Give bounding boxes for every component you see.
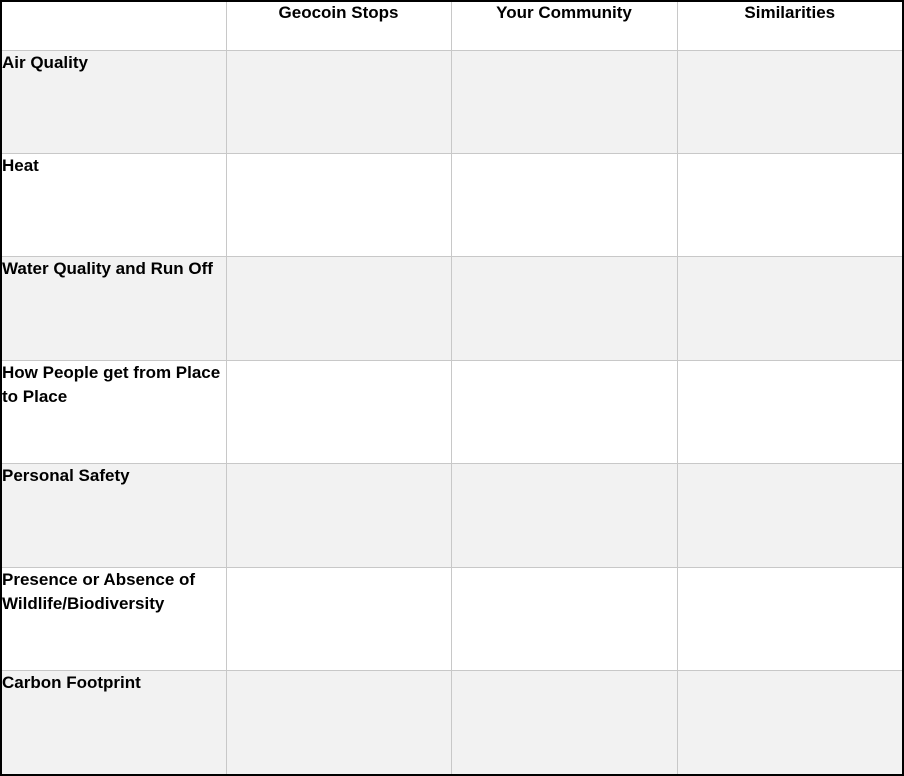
row-header-water-quality: Water Quality and Run Off [2,257,226,360]
geocoin-stops-cell[interactable] [226,153,451,256]
similarities-cell[interactable] [677,50,902,153]
geocoin-stops-cell[interactable] [226,671,451,774]
your-community-cell[interactable] [451,257,677,360]
your-community-cell[interactable] [451,153,677,256]
row-header-personal-safety: Personal Safety [2,464,226,567]
column-header-your-community: Your Community [451,2,677,50]
geocoin-stops-cell[interactable] [226,464,451,567]
similarities-cell[interactable] [677,671,902,774]
table-row [2,50,902,153]
table-row [2,360,902,463]
table-row [2,257,902,360]
similarities-cell[interactable] [677,567,902,670]
column-header-geocoin-stops: Geocoin Stops [226,2,451,50]
your-community-cell[interactable] [451,464,677,567]
header-row [2,2,902,50]
comparison-table [2,2,902,774]
corner-cell [2,2,226,50]
similarities-cell[interactable] [677,464,902,567]
your-community-cell[interactable] [451,671,677,774]
row-header-transportation: How People get from Place to Place [2,360,226,463]
your-community-cell[interactable] [451,50,677,153]
similarities-cell[interactable] [677,257,902,360]
geocoin-stops-cell[interactable] [226,567,451,670]
row-header-wildlife-biodiversity: Presence or Absence of Wildlife/Biodiversity [2,567,226,670]
similarities-cell[interactable] [677,153,902,256]
column-header-similarities: Similarities [677,2,902,50]
similarities-cell[interactable] [677,360,902,463]
row-header-carbon-footprint: Carbon Footprint [2,671,226,774]
table-row [2,567,902,670]
table-row [2,464,902,567]
row-header-heat: Heat [2,153,226,256]
table-row [2,671,902,774]
table-row [2,153,902,256]
row-header-air-quality: Air Quality [2,50,226,153]
geocoin-stops-cell[interactable] [226,257,451,360]
geocoin-stops-cell[interactable] [226,50,451,153]
your-community-cell[interactable] [451,567,677,670]
geocoin-stops-cell[interactable] [226,360,451,463]
your-community-cell[interactable] [451,360,677,463]
